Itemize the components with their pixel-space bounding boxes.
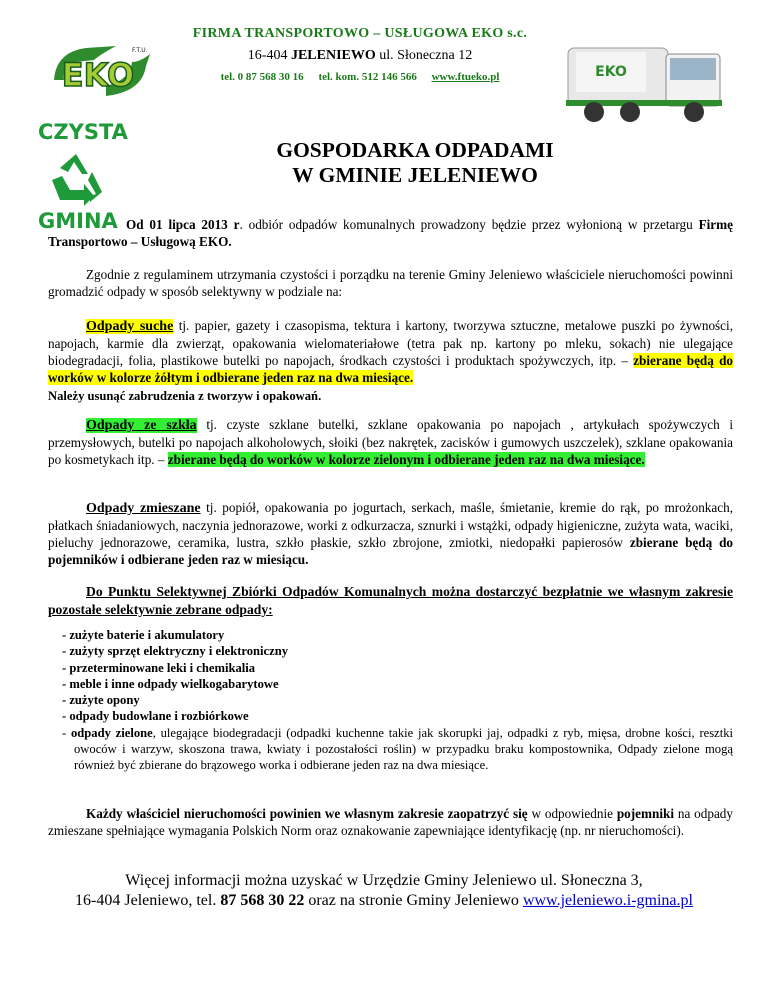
czysta-label: CZYSTA xyxy=(38,120,128,144)
pszok-heading: Do Punktu Selektywnej Zbiórki Odpadów Komunalnych można dostarczyć bezpłatnie we własnym zakresie pozostałe selektywnie zebrane odpady: xyxy=(48,584,733,617)
list-item: - zużyte opony xyxy=(62,693,140,708)
glass-waste-paragraph: Odpady ze szkła tj. czyste szklane butelki, szklane opakowania po napojach , artykułach spożywczych i przemysłowych, butelki po napojach alkoholowych, słoiki (bez nakrętek, zacisków i gumowych uszczelek), szklane opakowania po kosmetykach itp. – zbierane będą do worków w kolorze zielonym i odbierane jeden raz na dwa miesiące. xyxy=(48,417,733,468)
company-website-link[interactable]: www.ftueko.pl xyxy=(431,71,500,83)
dry-waste-paragraph: Odpady suche tj. papier, gazety i czasopisma, tektura i kartony, tworzywa sztuczne, metalowe puszki po żywności, napojach, karmie dla zwierząt, opakowania wielomateriałowe (tetra pak np. kartony po mleku, sokach) nie ulegające biodegradacji, folia, plastikowe butelki po napojach, środkach czystości i produktach spożywczych, itp. – zbierane będą do worków w kolorze żółtym i odbierane jeden raz na dwa miesiące. xyxy=(48,318,733,386)
intro-paragraph: Od 01 lipca 2013 r. odbiór odpadów komunalnych prowadzony będzie przez wyłonioną w przetargu Firmę Transportowo – Usługową EKO. xyxy=(48,217,733,250)
list-item: - odpady budowlane i rozbiórkowe xyxy=(62,709,249,724)
company-address: 16-404 JELENIEWO ul. Słoneczna 12 xyxy=(247,48,473,63)
mixed-waste-paragraph: Odpady zmieszane tj. popiół, opakowania po jogurtach, serkach, maśle, śmietanie, kremie do rąk, po mrożonkach, płatkach śniadaniowych, naczynia jednorazowe, worki z odkurzacza, sznurki i wstążki, odpady higieniczne, zużyta wata, waciki, pieluchy jednorazowe, ceramika, lustra, szkło płaskie, szkło zbrojone, zmiotki, niedopałki papierosów zbierane będą do pojemników i odbierane jeden raz w miesiącu. xyxy=(48,500,733,568)
owner-obligation-paragraph: Każdy właściciel nieruchomości powinien we własnym zakresie zaopatrzyć się w odpowiednie pojemniki na odpady zmieszane spełniające wymagania Polskich Norm oraz oznakowanie zapewniające identyfikację (np. nr nieruchomości). xyxy=(48,806,733,839)
mixed-waste-label: Odpady zmieszane xyxy=(86,501,201,516)
pszok-list xyxy=(62,627,733,774)
list-item: - przeterminowane leki i chemikalia xyxy=(62,660,256,675)
garbage-truck-image xyxy=(566,38,726,128)
cleaning-note: Należy usunąć zabrudzenia z tworzyw i opakowań. xyxy=(48,389,322,403)
glass-waste-label: Odpady ze szkła xyxy=(86,418,197,433)
list-item: - zużyty sprzęt elektryczny i elektroniczny xyxy=(62,644,289,659)
gmina-label: GMINA xyxy=(38,209,118,233)
mobile: tel. kom. 512 146 566 xyxy=(318,71,417,83)
company-contact xyxy=(160,71,560,83)
glass-waste-collection: zbierane będą do worków w kolorze zielonym i odbierane jeden raz na dwa miesiące. xyxy=(167,452,645,468)
list-item: - zużyte baterie i akumulatory xyxy=(62,628,225,642)
gmina-website-link[interactable]: www.jeleniewo.i-gmina.pl xyxy=(522,892,693,909)
list-item: - meble i inne odpady wielkogabarytowe xyxy=(62,676,279,691)
company-name: FIRMA TRANSPORTOWO – USŁUGOWA EKO s.c. xyxy=(192,26,528,41)
dry-waste-label: Odpady suche xyxy=(86,319,174,334)
regulation-paragraph: Zgodnie z regulaminem utrzymania czystości i porządku na terenie Gminy Jeleniewo właściciele nieruchomości powinni gromadzić odpady w sposób selektywny w podziale na: xyxy=(48,267,733,300)
phone: tel. 0 87 568 30 16 xyxy=(220,71,304,83)
list-item-green-waste: - odpady zielone, ulegające biodegradacji (odpadki kuchenne takie jak skorupki jaj, odpadki z ryb, mięsa, drobne kości, resztki owoców i warzyw, skoszona trawa, kwiaty i pozostałości roślin) w przypadku braku kompostownika, Odpady zielone mogą również być zbierane do brązowego worka i odbierane jeden raz na dwa miesiące. xyxy=(62,725,734,773)
eko-logo xyxy=(46,40,154,102)
footer-info: Więcej informacji można uzyskać w Urzędzie Gminy Jeleniewo ul. Słoneczna 3, 16-404 Jeleniewo, tel. 87 568 30 22 oraz na stronie Gminy Jeleniewo www.jeleniewo.i-gmina.pl xyxy=(75,872,693,909)
logo-text: EKO xyxy=(61,56,135,94)
logo-small-text: F.T.U. xyxy=(132,47,148,54)
recycle-icon xyxy=(44,150,108,210)
svg-text:EKO: EKO xyxy=(595,64,627,80)
page-title: GOSPODARKA ODPADAMI W GMINIE JELENIEWO xyxy=(276,138,554,187)
dry-waste-collection: zbierane będą do worków w kolorze żółtym i odbierane jeden raz na dwa miesiące. xyxy=(48,353,733,386)
